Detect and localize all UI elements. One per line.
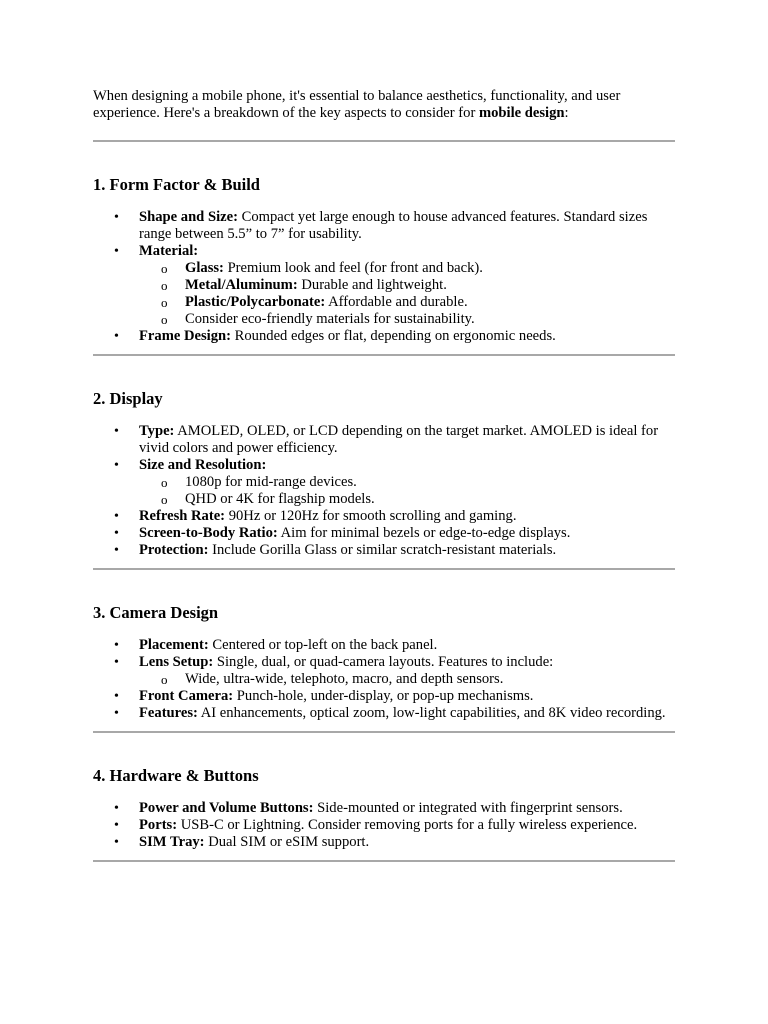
section-1 [93, 142, 675, 356]
sub-item-label: Glass: [185, 260, 224, 276]
list-item [93, 423, 675, 457]
item-text: AMOLED, OLED, or LCD depending on the target market. AMOLED is ideal for vivid colors and power efficiency. [139, 423, 659, 456]
item-label: Material: [139, 243, 199, 259]
item-text: Punch-hole, under-display, or pop-up mechanisms. [233, 688, 534, 704]
sections-container [93, 142, 675, 862]
section-divider [93, 860, 675, 862]
item-label: Type: [139, 423, 175, 439]
sub-item-text: Consider eco-friendly materials for sustainability. [185, 311, 475, 327]
section-title: 3. Camera Design [93, 603, 219, 622]
sub-item-text: Premium look and feel (for front and back). [223, 260, 483, 276]
sub-list-item [139, 260, 675, 277]
sub-item-text: Durable and lightweight. [297, 277, 447, 293]
list-item [93, 688, 675, 705]
list-item [93, 457, 675, 508]
list-item [93, 800, 675, 817]
list-item [93, 243, 675, 328]
sub-list-item [139, 277, 675, 294]
item-label: Power and Volume Buttons: [139, 800, 314, 816]
item-label: Shape and Size: [139, 209, 238, 225]
section-title: 4. Hardware & Buttons [93, 766, 259, 785]
item-text: Rounded edges or flat, depending on ergonomic needs. [231, 328, 556, 344]
list-item [93, 637, 675, 654]
sub-item-text: Wide, ultra-wide, telephoto, macro, and depth sensors. [185, 671, 504, 687]
item-label: Placement: [139, 637, 209, 653]
document-content [93, 88, 675, 862]
item-text: Side-mounted or integrated with fingerprint sensors. [313, 800, 623, 816]
list-item [93, 328, 675, 345]
intro-bold-term: mobile design [478, 105, 565, 121]
bullet-list [93, 637, 675, 722]
sub-list-item [139, 491, 675, 508]
list-item [93, 817, 675, 834]
bullet-list [93, 423, 675, 559]
section-4 [93, 733, 675, 862]
section-3 [93, 570, 675, 733]
item-text: Dual SIM or eSIM support. [204, 834, 370, 850]
item-label: Size and Resolution: [139, 457, 267, 473]
bullet-list [93, 800, 675, 851]
item-label: Refresh Rate: [139, 508, 226, 524]
sub-list [139, 474, 675, 508]
sub-list [139, 260, 675, 328]
list-item [93, 525, 675, 542]
section-title: 2. Display [93, 389, 163, 408]
item-text: 90Hz or 120Hz for smooth scrolling and gaming. [225, 508, 517, 524]
sub-item-text: Affordable and durable. [325, 294, 468, 310]
item-label: Features: [139, 705, 198, 721]
sub-list-item [139, 671, 675, 688]
item-label: Lens Setup: [139, 654, 214, 670]
item-text: Compact yet large enough to house advanced features. Standard sizes range between 5.5” to 7” for usability. [139, 209, 648, 242]
bullet-list [93, 209, 675, 345]
sub-list-item [139, 311, 675, 328]
sub-list-item [139, 474, 675, 491]
section-title: 1. Form Factor & Build [93, 175, 260, 194]
item-label: Protection: [139, 542, 209, 558]
item-label: Ports: [139, 817, 178, 833]
list-item [93, 654, 675, 688]
sub-item-label: Plastic/Polycarbonate: [185, 294, 326, 310]
list-item [93, 209, 675, 243]
item-text: Centered or top-left on the back panel. [208, 637, 438, 653]
item-label: SIM Tray: [139, 834, 205, 850]
sub-list [139, 671, 675, 688]
item-label: Screen-to-Body Ratio: [139, 525, 278, 541]
list-item [93, 705, 675, 722]
intro-tail: : [564, 105, 569, 121]
item-label: Front Camera: [139, 688, 234, 704]
list-item [93, 508, 675, 525]
item-text: Include Gorilla Glass or similar scratch-resistant materials. [208, 542, 557, 558]
sub-list-item [139, 294, 675, 311]
item-text: Aim for minimal bezels or edge-to-edge displays. [277, 525, 571, 541]
item-text: USB-C or Lightning. Consider removing ports for a fully wireless experience. [177, 817, 638, 833]
sub-item-text: QHD or 4K for flagship models. [185, 491, 375, 507]
item-text: Single, dual, or quad-camera layouts. Features to include: [213, 654, 554, 670]
item-text: AI enhancements, optical zoom, low-light capabilities, and 8K video recording. [197, 705, 666, 721]
list-item [93, 542, 675, 559]
sub-item-label: Metal/Aluminum: [185, 277, 298, 293]
list-item [93, 834, 675, 851]
intro-paragraph [93, 88, 675, 122]
intro-text: When designing a mobile phone, it's essential to balance aesthetics, functionality, and user experience. Here's a breakdown of the key aspects to consider for [93, 88, 621, 121]
sub-item-text: 1080p for mid-range devices. [185, 474, 357, 490]
section-2 [93, 356, 675, 570]
item-label: Frame Design: [139, 328, 231, 344]
